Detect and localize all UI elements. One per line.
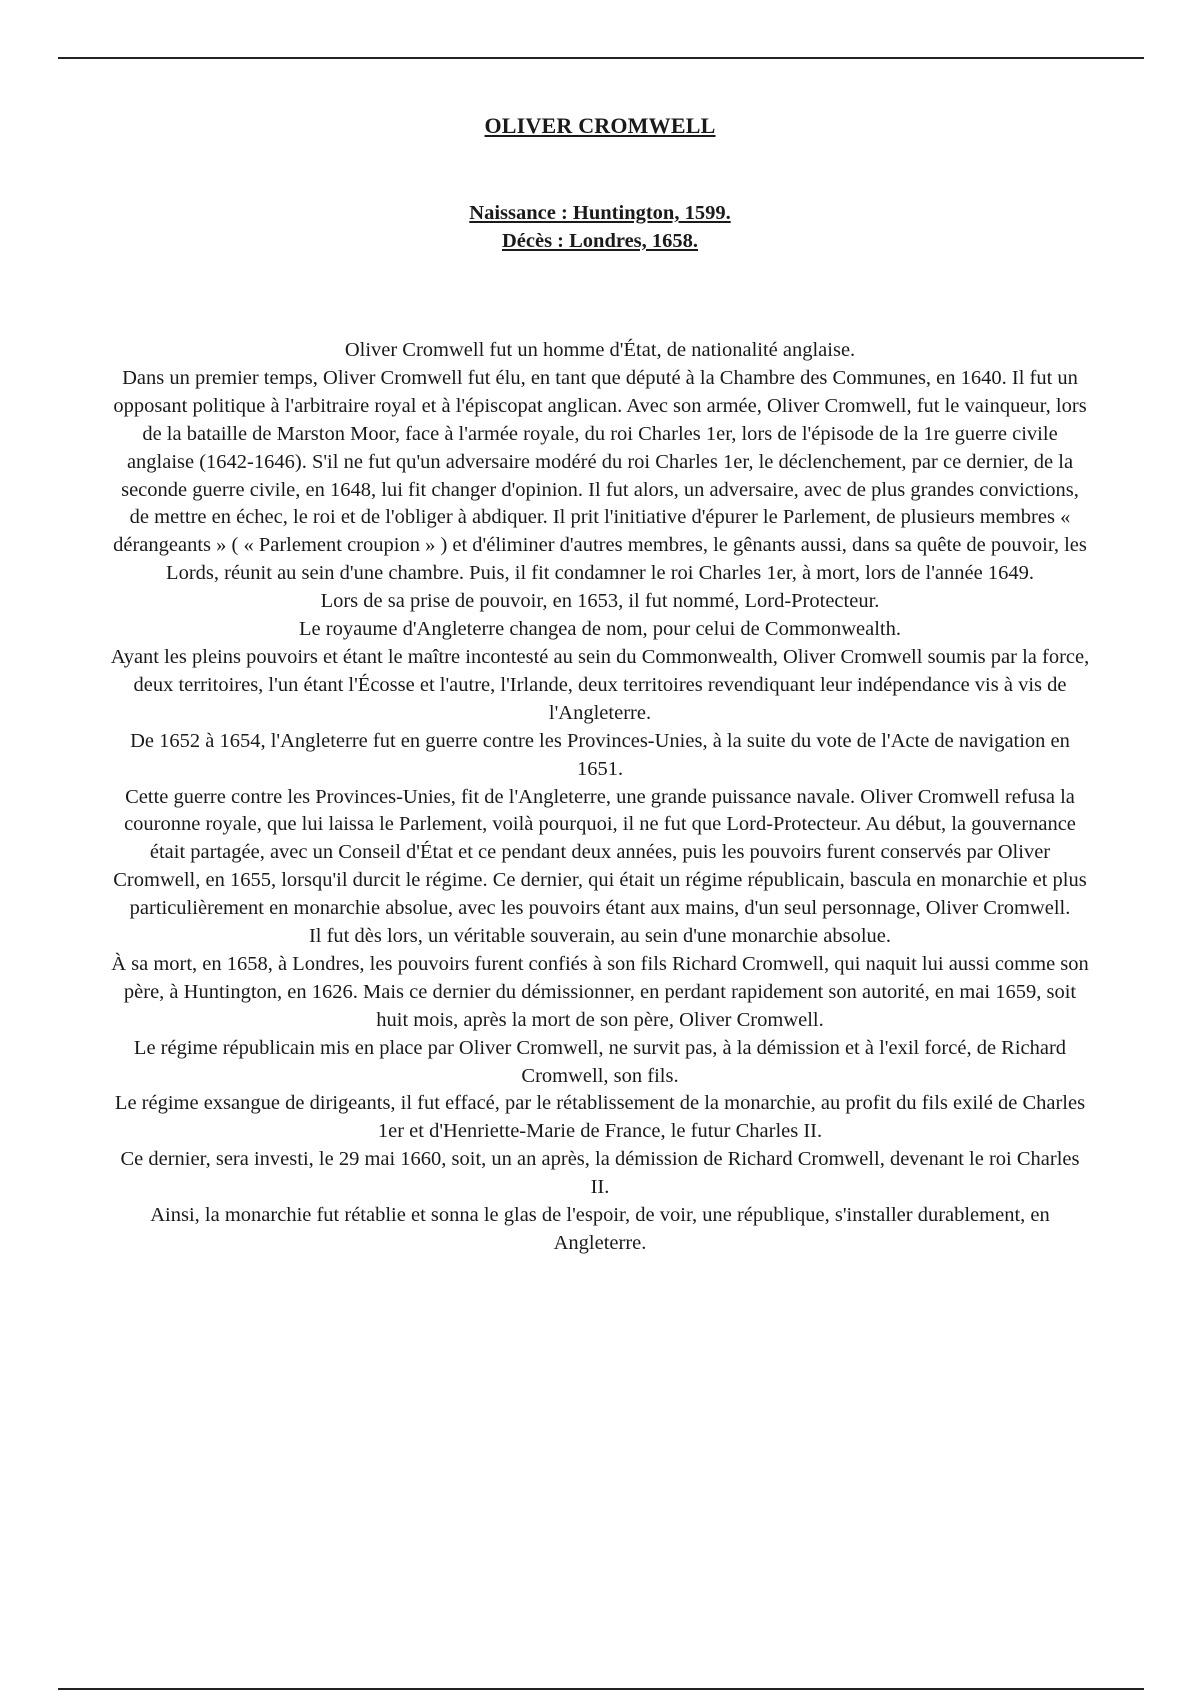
paragraph: Oliver Cromwell fut un homme d'État, de nationalité anglaise. [344, 339, 856, 361]
paragraph: Le régime républicain mis en place par Oliver Cromwell, ne survit pas, à la démission et à l'exil forcé, de Richard Cromwell, son fils. [133, 1036, 1067, 1087]
paragraph: Ayant les pleins pouvoirs et étant le maître incontesté au sein du Commonwealth, Oliver Cromwell soumis par la force, deux territoires, l'un étant l'Écosse et l'autre, l'Irlande, deux territoires revendiquant leur indépendance vis à vis de l'Angleterre. [110, 645, 1090, 724]
paragraph: Dans un premier temps, Oliver Cromwell fut élu, en tant que député à la Chambre des Communes, en 1640. Il fut un opposant politique à l'arbitraire royal et à l'épiscopat anglican. Avec son armée, Oliver Cromwell, fut le vainqueur, lors de la bataille de Marston Moor, face à l'armée royale, du roi Charles 1er, lors de l'épisode de la 1re guerre civile anglaise (1642-1646). S'il ne fut qu'un adversaire modéré du roi Charles 1er, le déclenchement, par ce dernier, de la seconde guerre civile, en 1648, lui fit changer d'opinion. Il fut alors, un adversaire, avec de plus grandes convictions, de mettre en échec, le roi et de l'obliger à abdiquer. Il prit l'initiative d'épurer le Parlement, de plusieurs membres « dérangeants » ( « Parlement croupion » ) et d'éliminer d'autres membres, le gênants aussi, dans sa quête de pouvoir, les Lords, réunit au sein d'une chambre. Puis, il fit condamner le roi Charles 1er, à mort, lors de l'année 1649. [113, 366, 1087, 585]
paragraph: Ainsi, la monarchie fut rétablie et sonna le glas de l'espoir, de voir, une république, s'installer durablement, en Angleterre. [150, 1204, 1050, 1254]
birth-info: Naissance : Huntington, 1599. [469, 202, 731, 224]
bottom-divider [58, 1688, 1144, 1690]
biography-text [110, 337, 1090, 1258]
paragraph: Lors de sa prise de pouvoir, en 1653, il fut nommé, Lord-Protecteur. [320, 590, 880, 613]
paragraph: Le royaume d'Angleterre changea de nom, pour celui de Commonwealth. [299, 618, 901, 641]
paragraph: Ce dernier, sera investi, le 29 mai 1660, soit, un an après, la démission de Richard Cromwell, devenant le roi Charles II. [120, 1148, 1080, 1199]
paragraph: Le régime exsangue de dirigeants, il fut effacé, par le rétablissement de la monarchie, au profit du fils exilé de Charles 1er et d'Henriette-Marie de France, le futur Charles II. [114, 1092, 1086, 1143]
life-dates [0, 199, 1200, 255]
paragraph: Il fut dès lors, un véritable souverain, au sein d'une monarchie absolue. [308, 925, 892, 948]
paragraph: À sa mort, en 1658, à Londres, les pouvoirs furent confiés à son fils Richard Cromwell, qui naquit lui aussi comme son père, à Huntington, en 1626. Mais ce dernier du démissionner, en perdant rapidement son autorité, en mai 1659, soit huit mois, après la mort de son père, Oliver Cromwell. [111, 952, 1089, 1031]
death-info: Décès : Londres, 1658. [501, 230, 699, 252]
paragraph: De 1652 à 1654, l'Angleterre fut en guerre contre les Provinces-Unies, à la suite du vote de l'Acte de navigation en 1651. [130, 729, 1070, 780]
top-divider [58, 57, 1144, 59]
paragraph: Cette guerre contre les Provinces-Unies, fit de l'Angleterre, une grande puissance navale. Oliver Cromwell refusa la couronne royale, que lui laissa le Parlement, voilà pourquoi, il ne fut que Lord-Protecteur. Au début, la gouvernance était partagée, avec un Conseil d'État et ce pendant deux années, puis les pouvoirs furent conservés par Oliver Cromwell, en 1655, lorsqu'il durcit le régime. Ce dernier, qui était un régime républicain, bascula en monarchie et plus particulièrement en monarchie absolue, avec les pouvoirs étant aux mains, d'un seul personnage, Oliver Cromwell. [113, 785, 1087, 920]
document-title: OLIVER CROMWELL [484, 113, 716, 138]
